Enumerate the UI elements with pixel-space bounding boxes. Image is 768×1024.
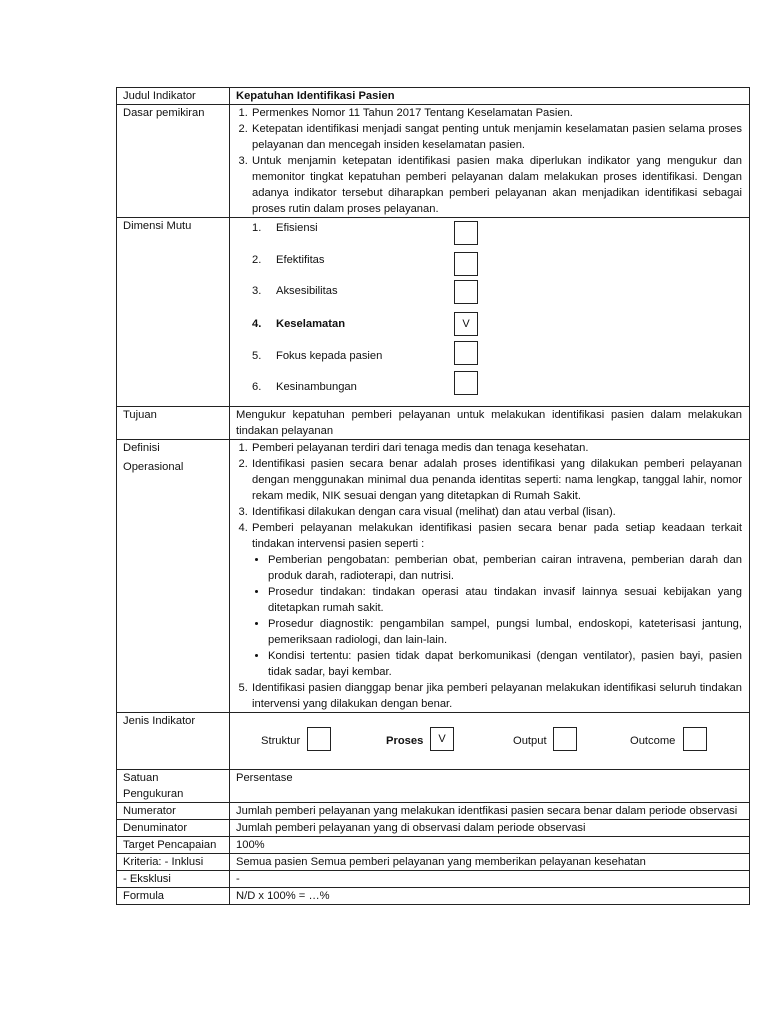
label-jenis: Jenis Indikator (117, 713, 230, 770)
dimensi-item (252, 252, 325, 268)
definisi-bullet: • Prosedur diagnostik: pengambilan sampel, pungsi lumbal, endoskopi, kateterisasi jantung, pemeriksaan radiologi, dan lain-lain. (268, 616, 742, 648)
dimensi-num: 4. (252, 318, 262, 330)
value-dimensi (230, 218, 750, 407)
jenis-options (230, 713, 749, 769)
row-formula (117, 888, 750, 905)
definisi-bullet: • Prosedur tindakan: tindakan operasi atau tindakan invasif lainnya sesuai kebijakan yang ditetapkan rumah sakit. (268, 584, 742, 616)
dimensi-label: Efisiensi (276, 222, 318, 234)
definisi-item (251, 520, 742, 680)
value-formula: N/D x 100% = …% (230, 888, 750, 905)
value-satuan: Persentase (230, 770, 750, 803)
dimensi-num: 5. (252, 350, 262, 362)
dimensi-item-selected (252, 316, 345, 332)
dimensi-item (252, 348, 382, 364)
label-dimensi: Dimensi Mutu (117, 218, 230, 407)
value-kriteria-inklusi: Semua pasien Semua pemberi pelayanan yang memberikan pelayanan kesehatan (230, 854, 750, 871)
label-target: Target Pencapaian (117, 837, 230, 854)
label-tujuan: Tujuan (117, 407, 230, 440)
label-satuan-line2: Pengukuran (123, 788, 184, 800)
dimensi-checkbox-checked[interactable]: V (454, 312, 478, 336)
dimensi-label: Fokus kepada pasien (276, 350, 383, 362)
jenis-checkbox-struktur[interactable] (307, 727, 331, 751)
label-satuan (117, 770, 230, 803)
dimensi-num: 6. (252, 381, 262, 393)
label-dasar: Dasar pemikiran (117, 105, 230, 218)
definisi-item: 2. Identifikasi pasien secara benar adalah proses identifikasi yang dilakukan pemberi pelayanan dengan menggunakan minimal dua penanda identitas seperti: nama lengkap, tanggal lahir, nomor rekam medik, NIK sesuai dengan yang ditetapkan di Rumah Sakit. (251, 456, 742, 504)
dasar-item: 3. Untuk menjamin ketepatan identifikasi pasien maka diperlukan indikator yang mengukur dan memonitor tingkat kepatuhan pemberi pelayanan dalam melakukan proses identifikasi. Dengan adanya indikator tersebut diharapkan pemberi pelayanan akan menjadikan identifikasi sebagai proses rutin dalam proses pelayanan. (251, 153, 742, 217)
dimensi-label: Keselamatan (276, 318, 346, 330)
value-denuminator: Jumlah pemberi pelayanan yang di observasi dalam periode observasi (230, 820, 750, 837)
dimensi-label: Aksesibilitas (276, 285, 338, 297)
jenis-checkbox-outcome[interactable] (683, 727, 707, 751)
row-kriteria-eksklusi (117, 871, 750, 888)
jenis-label-proses: Proses (386, 735, 424, 747)
label-denuminator: Denuminator (117, 820, 230, 837)
dimensi-num: 1. (252, 222, 262, 234)
jenis-label-output: Output (513, 735, 547, 747)
label-satuan-line1: Satuan (123, 772, 159, 784)
definisi-item: 3. Identifikasi dilakukan dengan cara visual (melihat) dan atau verbal (lisan). (251, 504, 742, 520)
dimensi-num: 2. (252, 254, 262, 266)
label-kriteria-inklusi: Kriteria: - Inklusi (117, 854, 230, 871)
label-definisi-line2: Operasional (123, 461, 184, 473)
dasar-item: 1. Permenkes Nomor 11 Tahun 2017 Tentang Keselamatan Pasien. (251, 105, 742, 121)
value-numerator: Jumlah pemberi pelayanan yang melakukan identfikasi pasien secara benar dalam periode observasi (230, 803, 750, 820)
dimensi-checkbox[interactable] (454, 371, 478, 395)
definisi-item: 5. Identifikasi pasien dianggap benar jika pemberi pelayanan melakukan identifikasi seluruh tindakan intervensi yang dilakukan dengan benar. (251, 680, 742, 712)
row-denuminator (117, 820, 750, 837)
label-kriteria-eksklusi: - Eksklusi (117, 871, 230, 888)
row-kriteria-inklusi (117, 854, 750, 871)
row-satuan (117, 770, 750, 803)
dimensi-item (252, 220, 318, 236)
dimensi-checkbox[interactable] (454, 221, 478, 245)
definisi-bullets (252, 552, 742, 680)
dasar-list (236, 105, 742, 217)
definisi-item: 1. Pemberi pelayanan terdiri dari tenaga medis dan tenaga kesehatan. (251, 440, 742, 456)
label-judul: Judul Indikator (117, 88, 230, 105)
value-target: 100% (230, 837, 750, 854)
row-tujuan (117, 407, 750, 440)
dimensi-label: Kesinambungan (276, 381, 357, 393)
dimensi-checkbox[interactable] (454, 341, 478, 365)
row-numerator (117, 803, 750, 820)
row-dasar (117, 105, 750, 218)
value-kriteria-eksklusi: - (230, 871, 750, 888)
value-jenis (230, 713, 750, 770)
definisi-bullet: • Kondisi tertentu: pasien tidak dapat berkomunikasi (dengan ventilator), pasien bayi, pasien tidak sadar, bayi kembar. (268, 648, 742, 680)
dimensi-num: 3. (252, 285, 262, 297)
value-tujuan: Mengukur kepatuhan pemberi pelayanan untuk melakukan identifikasi pasien dalam melakukan tindakan pelayanan (230, 407, 750, 440)
definisi-list (236, 440, 742, 712)
row-definisi (117, 440, 750, 713)
dimensi-list (230, 218, 749, 406)
jenis-checkbox-output[interactable] (553, 727, 577, 751)
dimensi-label: Efektifitas (276, 254, 325, 266)
dimensi-checkbox[interactable] (454, 252, 478, 276)
label-formula: Formula (117, 888, 230, 905)
label-definisi (117, 440, 230, 713)
definisi-item-text: Pemberi pelayanan melakukan identifikasi pasien secara benar pada setiap keadaan terkait tindakan intervensi pasien seperti : (252, 522, 742, 550)
row-jenis (117, 713, 750, 770)
value-dasar (230, 105, 750, 218)
dimensi-item (252, 379, 357, 395)
dasar-item: 2. Ketepatan identifikasi menjadi sangat penting untuk menjamin keselamatan pasien selama proses pelayanan dan mencegah insiden keselamatan pasien. (251, 121, 742, 153)
label-definisi-line1: Definisi (123, 442, 160, 454)
dimensi-item (252, 283, 338, 299)
jenis-label-struktur: Struktur (261, 735, 301, 747)
value-judul: Kepatuhan Identifikasi Pasien (230, 88, 750, 105)
indicator-profile-table (116, 87, 750, 905)
jenis-label-outcome: Outcome (630, 735, 676, 747)
row-dimensi (117, 218, 750, 407)
row-judul (117, 88, 750, 105)
value-definisi (230, 440, 750, 713)
dimensi-checkbox[interactable] (454, 280, 478, 304)
jenis-checkbox-proses[interactable]: V (430, 727, 454, 751)
label-numerator: Numerator (117, 803, 230, 820)
definisi-bullet: • Pemberian pengobatan: pemberian obat, pemberian cairan intravena, pemberian darah dan produk darah, radioterapi, dan nutrisi. (268, 552, 742, 584)
row-target (117, 837, 750, 854)
